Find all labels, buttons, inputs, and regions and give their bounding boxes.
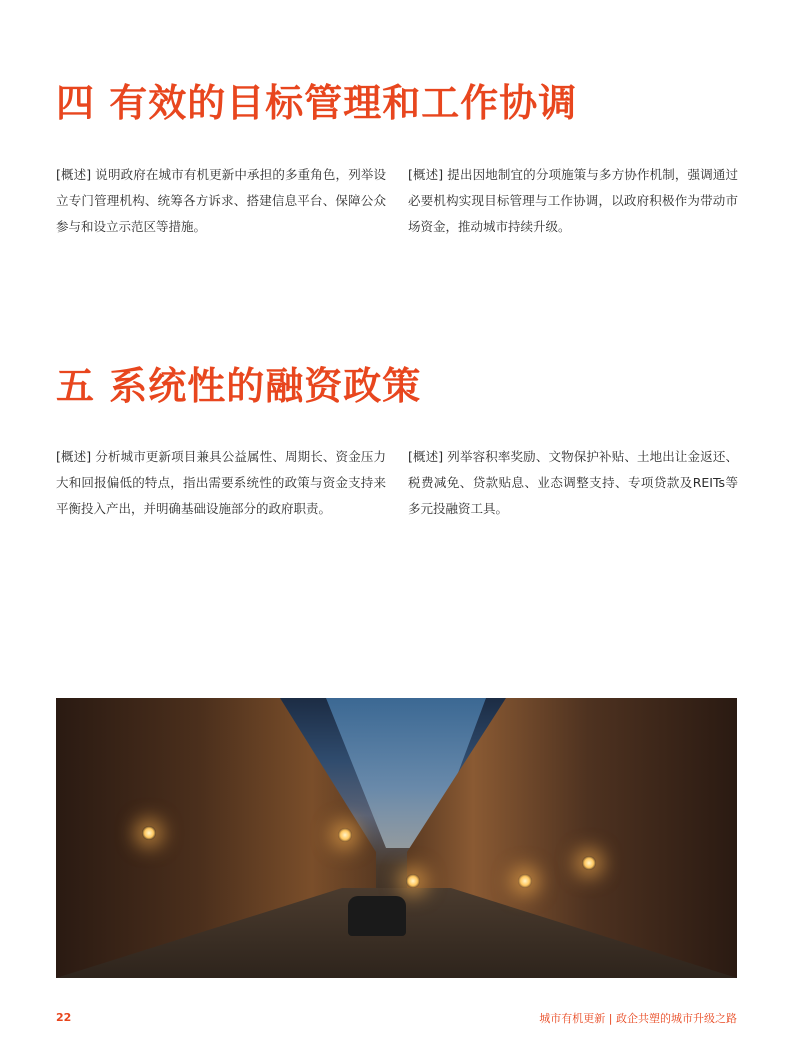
section-5-right-column: [概述] 列举容积率奖励、文物保护补贴、土地出让金返还、税费减免、贷款贴息、业态调整支持、专项贷款及REITs等多元投融资工具。	[408, 449, 738, 516]
section-5-body	[56, 444, 738, 522]
section-4-body	[56, 162, 738, 240]
street-lamp	[406, 874, 420, 888]
section-4-left-column: [概述] 说明政府在城市有机更新中承担的多重角色，列举设立专门管理机构、统筹各方诉求、搭建信息平台、保障公众参与和设立示范区等措施。	[56, 167, 386, 234]
street-lamp	[518, 874, 532, 888]
section-4-right-column: [概述] 提出因地制宜的分项施策与多方协作机制，强调通过必要机构实现目标管理与工作协调，以政府积极作为带动市场资金，推动城市持续升级。	[408, 167, 738, 234]
section-5-title: 五 系统性的融资政策	[56, 364, 422, 408]
street-lamp	[338, 828, 352, 842]
running-title: 城市有机更新 | 政企共塑的城市升级之路	[539, 1012, 737, 1025]
page-number: 22	[56, 1011, 72, 1024]
section-4-title: 四 有效的目标管理和工作协调	[56, 81, 578, 125]
parked-car	[348, 896, 406, 936]
street-night-photo	[56, 698, 737, 978]
street-lamp	[582, 856, 596, 870]
section-5-left-column: [概述] 分析城市更新项目兼具公益属性、周期长、资金压力大和回报偏低的特点，指出需要系统性的政策与资金支持来平衡投入产出，并明确基础设施部分的政府职责。	[56, 449, 386, 516]
street-lamp	[142, 826, 156, 840]
